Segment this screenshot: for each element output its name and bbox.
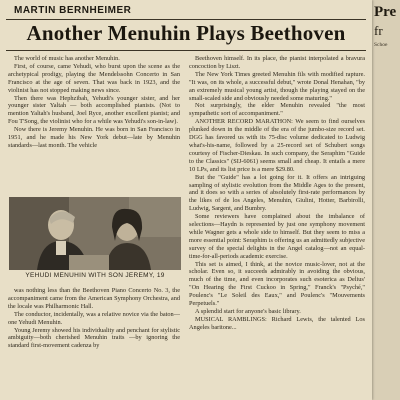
byline: MARTIN BERNHEIMER — [14, 5, 132, 16]
top-rule — [6, 19, 366, 20]
paragraph: Beethoven himself. In its place, the pianist interpolated a bravura concoction by Liszt. — [189, 55, 365, 70]
paragraph: Now there is Jeremy Menuhin. He was born in San Francisco in 1951, and he made his New York debut—late by Menuhin standards—last month. The vehicle — [8, 126, 180, 149]
paragraph: Then there was Hephzibah, Yehudi's younger sister, and her younger sister Yaltah — both accomplished pianists. (Not to mention Yaltah's husband, Joel Ryce, another excellent pianist; and Fou T'Song, the violinist who for a while was Yehudi's son-in-law). — [8, 94, 180, 126]
paragraph: ANOTHER RECORD MARATHON: We seem to find ourselves plunked down in the middle of the era of the jumbo-size record set. DGG has favored us with its 75-disc volume dedicated to Ludwig what's-his-name, followed by a 25-record set of Schubert songs courtesy of Fischer-Dieskau. In such company, the Seraphim "Guide to the Classics" (SIJ-6061) seems small and cheap. It entails a mere 10 LPs, and its list price is a mere $29.80. — [189, 118, 365, 173]
paragraph: MUSICAL RAMBLINGS: Richard Lewis, the talented Los Angeles baritone... — [189, 315, 365, 331]
adjacent-subhead: fr — [374, 23, 383, 38]
paragraph: was nothing less than the Beethoven Piano Concerto No. 3, the accompaniment came from the American Symphony Orchestra, and the locale was Philharmonic Hall. — [8, 287, 180, 310]
headline: Another Menuhin Plays Beethoven — [26, 21, 346, 45]
paragraph: Some reviewers have complained about the imbalance of selections—Haydn is represented by just one symphony movement while Wagner gets a whole side to himself. But they seem to miss a more essential point: Seraphim is offering us an admittedly subjective survey of the special delights in the Angel catalog—not an equal-time-for-all-periods academic exercise. — [189, 213, 365, 260]
paragraph: But the "Guide" has a lot going for it. It offers an intriguing sampling of stylistic evolution from the Middle Ages to the present, and it does so with a series of absolutely first-rate performances by the likes of de los Angeles, Menuhin, Giulini, Hotter, Barbirolli, Ludwig, Sargent, and Bumbry. — [189, 173, 365, 213]
paragraph: The New York Times greeted Menuhin fils with modified rapture. "It was, on its whole, a successful debut," wrote Donal Henahan, "by an extremely musical young artist, though the playing stayed on the small-scaled side and obviously needed some maturing." — [189, 70, 365, 102]
photo-caption: YEHUDI MENUHIN WITH SON JEREMY, 19 — [25, 272, 165, 279]
paragraph: Not surprisingly, the elder Menuhin revealed "the most sympathetic sort of accompaniment." — [189, 102, 365, 118]
photo-illustration — [9, 197, 181, 270]
adjacent-article-edge — [374, 4, 400, 49]
news-photo — [9, 197, 181, 270]
left-column-bottom — [8, 287, 180, 399]
paragraph: A splendid start for anyone's basic library. — [195, 308, 301, 315]
right-column — [189, 55, 365, 385]
paragraph: The conductor, incidentally, was a relative novice via the baton—one Yehudi Menuhin. — [8, 310, 180, 326]
paragraph: Young Jeremy showed his individuality and penchant for stylistic ambiguity—both cherished Menuhin traits —by ignoring the standard first-movement cadenza by — [8, 326, 180, 350]
headline-rule — [6, 50, 366, 51]
adjacent-headline: Pre — [374, 4, 397, 20]
paragraph: This set is aimed, I think, at the novice music-lover, not at the scholar. Even so, it succeeds admirably in avoiding the obvious, much of the time, and even incorporates such esoterica as Delius' "On Hearing the First Cuckoo in Spring," Franck's "Psyché," Poulenc's "Le Soleil des Eaux," and Poulenc's "Mouvements Perpetuels." — [189, 260, 365, 308]
adjacent-text: Schoe — [374, 42, 388, 48]
paragraph: First, of course, came Yehudi, who burst upon the scene as the archetypical prodigy, playing the Mendelssohn Concerto in San Francisco at the age of seven. That was back in 1923, and the violinist has not stopped making news since. — [8, 62, 180, 94]
paragraph: The world of music has another Menuhin. — [14, 55, 120, 62]
left-column-top — [8, 55, 180, 196]
